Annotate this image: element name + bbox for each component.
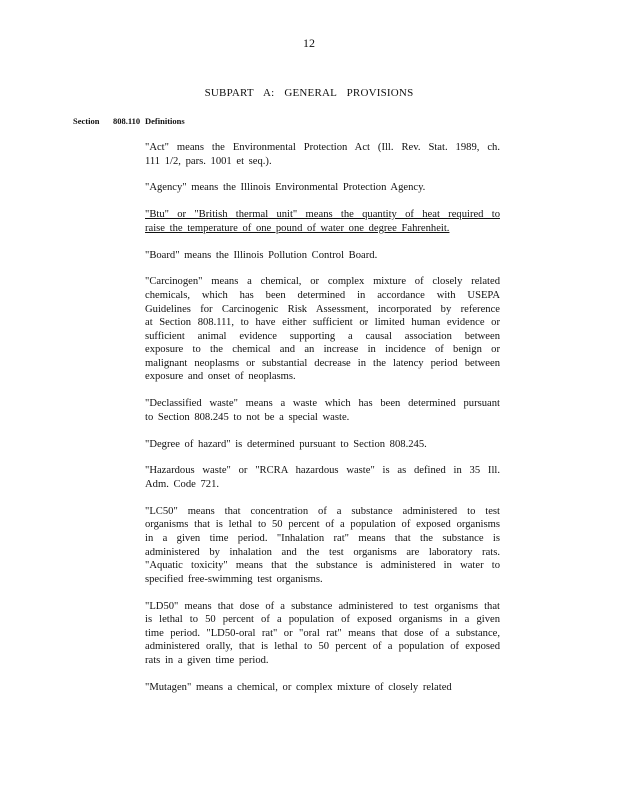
definition-line: in a given time period. "Inhalation rat" means that the substance is (145, 532, 500, 544)
definition-line: at Section 808.111, to have either sufficient or limited human evidence or (145, 317, 500, 329)
definition-paragraph (145, 141, 500, 168)
definitions-list (145, 141, 500, 707)
definition-line: time period. "LD50-oral rat" or "oral rat" means that dose of a substance, (145, 627, 500, 639)
definition-line: "Btu" or "British thermal unit" means the quantity of heat required to (145, 209, 500, 221)
definition-line: "Act" means the Environmental Protection Act (Ill. Rev. Stat. 1989, ch. (145, 142, 500, 153)
definition-line: chemicals, which has been determined in accordance with USEPA (145, 289, 500, 301)
definition-line: "Mutagen" means a chemical, or complex mixture of closely related (145, 681, 452, 693)
section-label: Section (73, 116, 100, 126)
definition-line: "Degree of hazard" is determined pursuant to Section 808.245. (145, 438, 427, 450)
definition-line: exposure to the chemical and an increase in incidence of benign or (145, 344, 500, 356)
definition-paragraph (145, 181, 500, 195)
page-number: 12 (303, 36, 315, 50)
definition-line: "Agency" means the Illinois Environmental Protection Agency. (145, 182, 426, 194)
section-title: Definitions (145, 116, 185, 126)
section-heading (73, 116, 185, 126)
subpart-heading: SUBPART A: GENERAL PROVISIONS (204, 87, 414, 99)
definition-paragraph (145, 438, 500, 452)
definition-line: Adm. Code 721. (145, 479, 220, 490)
definition-line: "Carcinogen" means a chemical, or complex mixture of closely related (145, 276, 500, 288)
definition-paragraph (145, 505, 500, 587)
definition-line: raise the temperature of one pound of water one degree Fahrenheit. (145, 222, 450, 234)
definition-line: sufficient animal evidence supporting a causal association between (145, 330, 500, 342)
definition-line: specified free-swimming test organisms. (145, 573, 323, 585)
definition-line: "Declassified waste" means a waste which has been determined pursuant (145, 398, 500, 410)
definition-line: "LD50" means that dose of a substance administered to test organisms that (145, 600, 500, 612)
definition-line: "LC50" means that concentration of a substance administered to test (145, 505, 500, 517)
definition-paragraph (145, 464, 500, 491)
definition-line: rats in a given time period. (145, 654, 269, 666)
section-number: 808.110 (113, 116, 141, 126)
definition-line: Guidelines for Carcinogenic Risk Assessment, incorporated by reference (145, 303, 500, 315)
definition-line: "Aquatic toxicity" means that the substance is administered in water to (145, 560, 500, 572)
definition-line: malignant neoplasms or substantial decrease in the latency period between (145, 357, 500, 369)
definition-line: to Section 808.245 to not be a special waste. (145, 411, 350, 423)
definition-paragraph (145, 249, 500, 263)
definition-line: "Board" means the Illinois Pollution Control Board. (145, 249, 378, 261)
definition-line: is lethal to 50 percent of a population of exposed organisms in a given (145, 614, 500, 626)
definition-line: 111 1/2, pars. 1001 et seq.). (145, 155, 272, 167)
definition-line: administered by inhalation and the test organisms are laboratory rats. (145, 546, 500, 558)
definition-line: administered orally, that is lethal to 50 percent of a population of exposed (145, 641, 500, 653)
definition-paragraph (145, 208, 500, 235)
definition-line: "Hazardous waste" or "RCRA hazardous waste" is as defined in 35 Ill. (145, 465, 500, 477)
definition-paragraph (145, 681, 500, 695)
definition-line: exposure and onset of neoplasms. (145, 371, 296, 383)
definition-paragraph (145, 600, 500, 668)
definition-paragraph (145, 275, 500, 384)
definition-paragraph (145, 397, 500, 424)
definition-line: organisms that is lethal to 50 percent of a population of exposed organisms (145, 519, 500, 531)
